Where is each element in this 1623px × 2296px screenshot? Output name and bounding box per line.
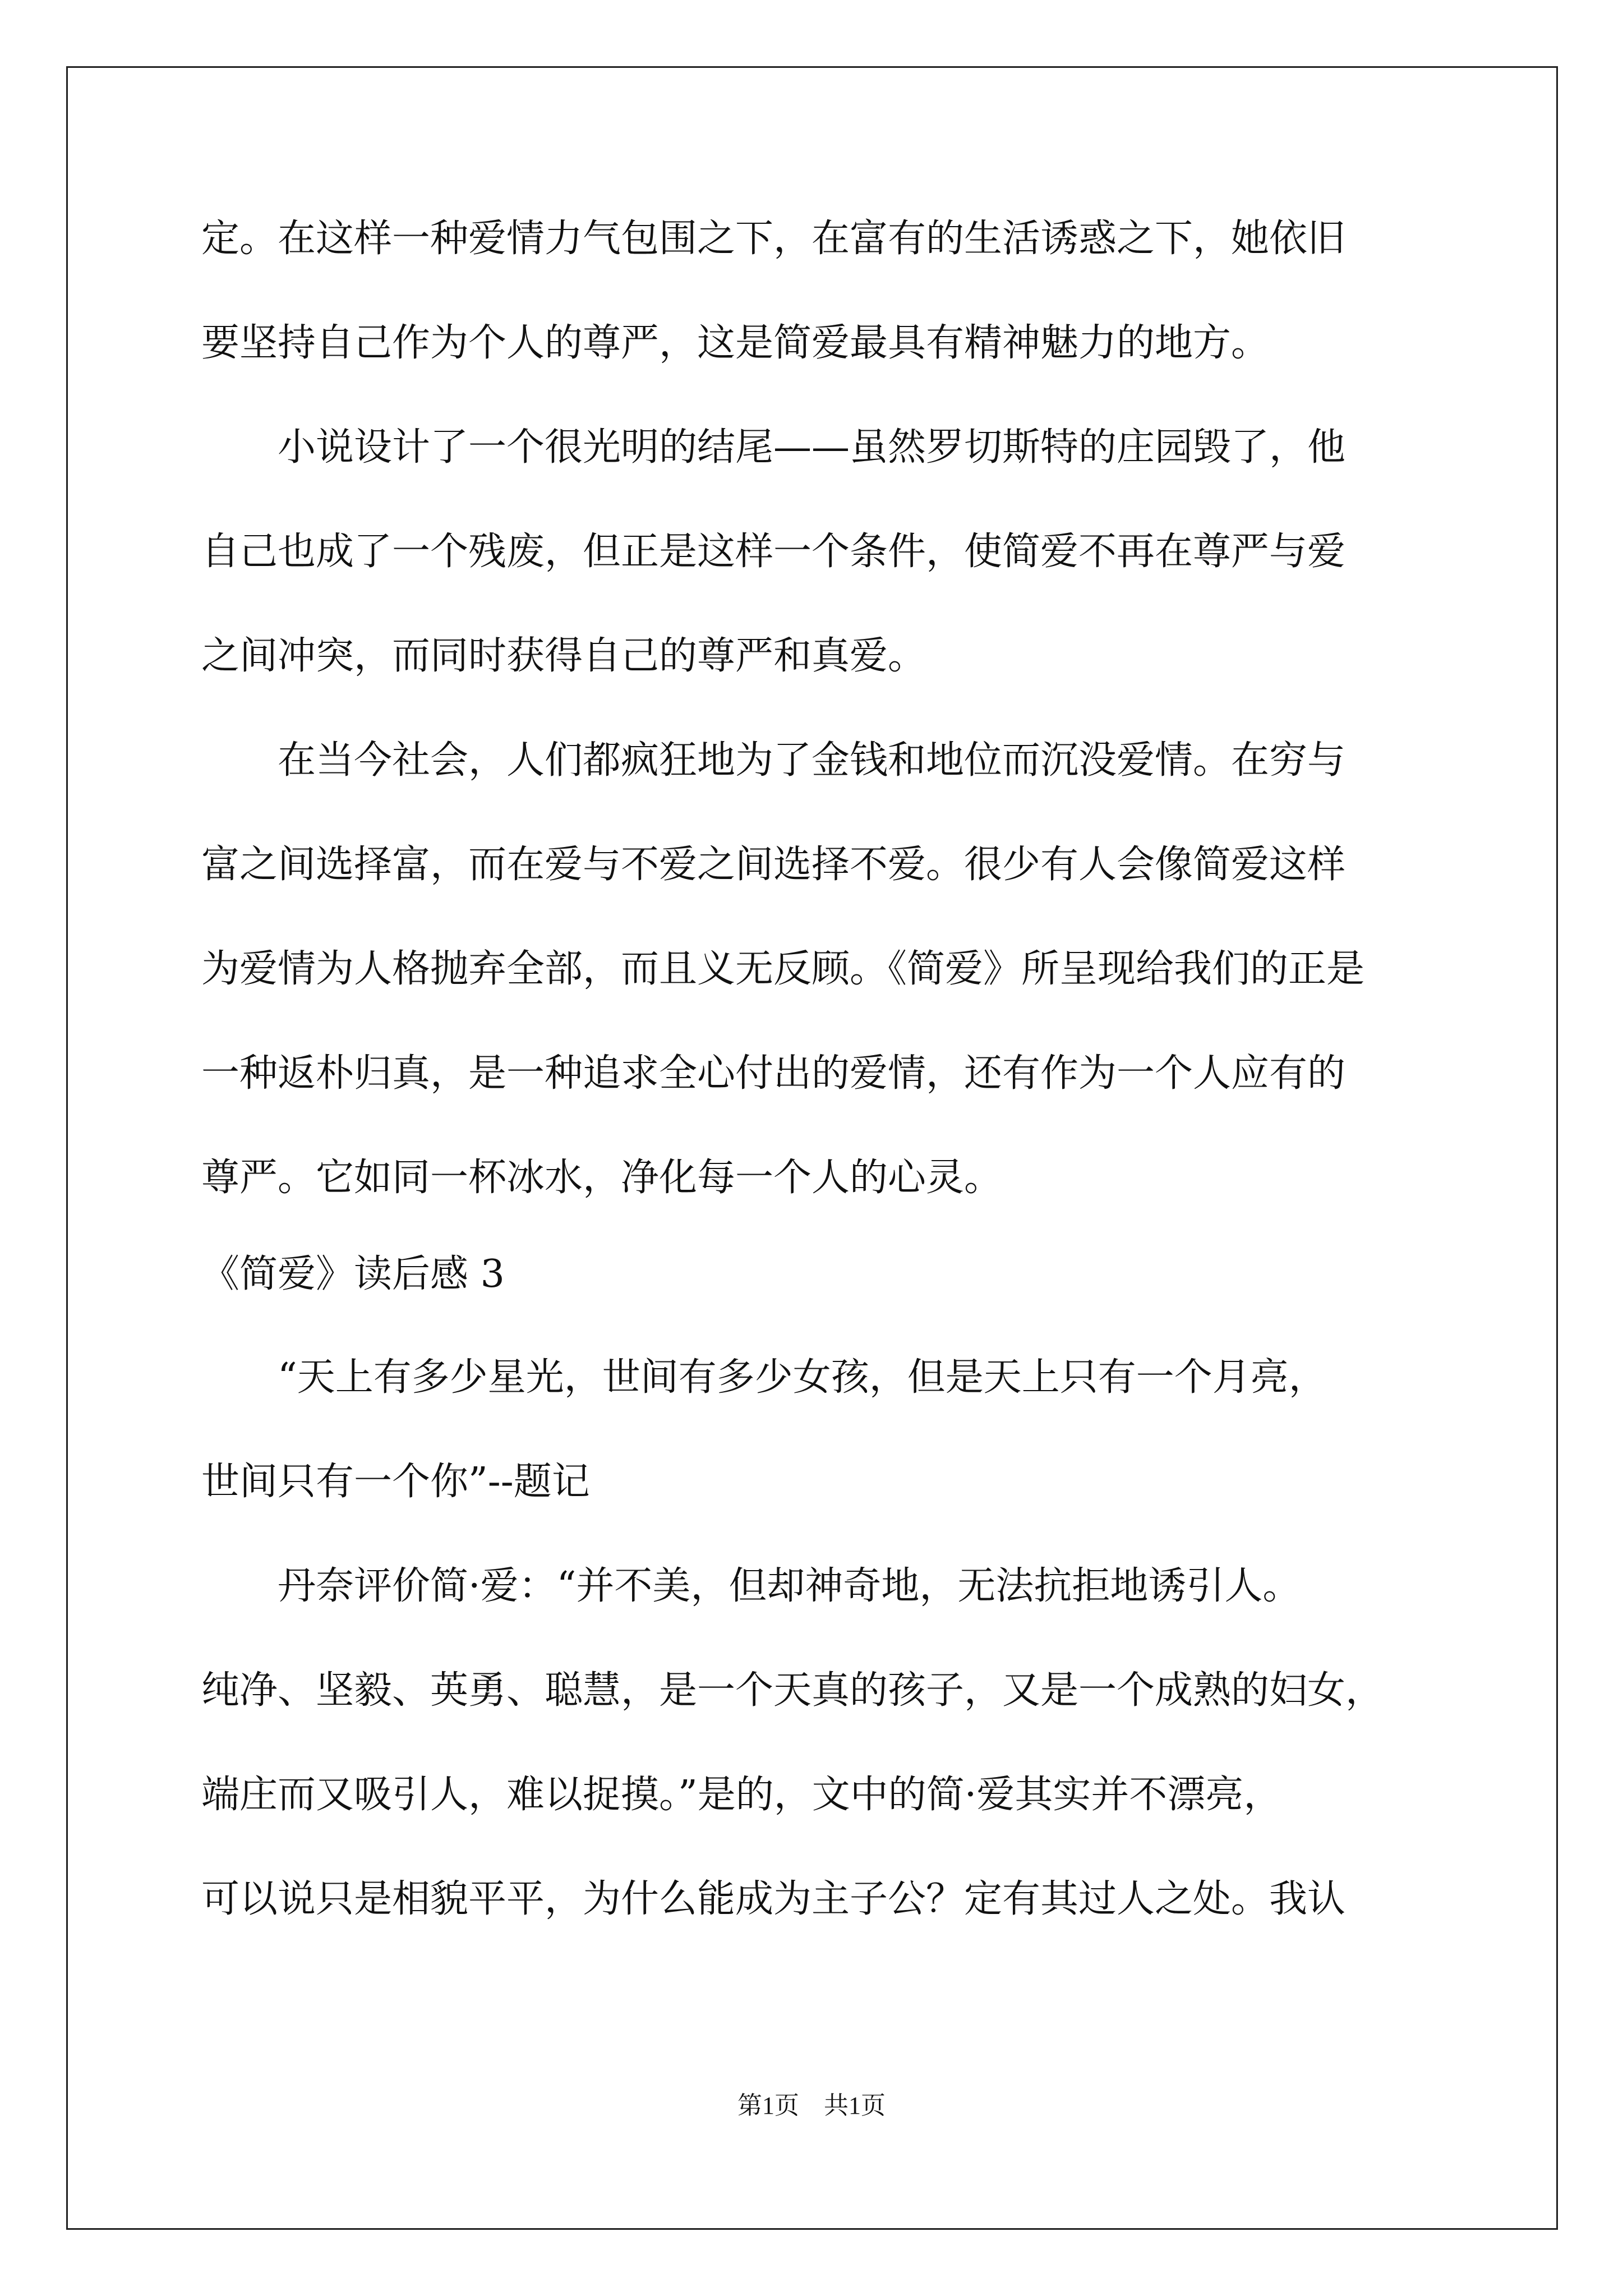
page-total: 共1页	[824, 2092, 886, 2119]
text-line: 丹奈评价简·爱：“并不美，但却神奇地，无法抗拒地诱引人。	[201, 1564, 1301, 1608]
text-line: 一种返朴归真，是一种追求全心付出的爱情，还有作为一个人应有的	[201, 1051, 1346, 1096]
text-line: 纯净、坚毅、英勇、聪慧，是一个天真的孩子，又是一个成熟的妇女，	[201, 1668, 1384, 1713]
page-footer	[0, 2091, 1623, 2120]
section-heading: 《简爱》读后感 3	[201, 1252, 505, 1296]
text-line: 尊严。它如同一杯冰水，净化每一个人的心灵。	[201, 1156, 1003, 1200]
text-line: 自己也成了一个残废，但正是这样一个条件，使简爱不再在尊严与爱	[201, 530, 1346, 574]
text-line: 端庄而又吸引人，难以捉摸。”是的，文中的简·爱其实并不漂亮，	[201, 1773, 1282, 1817]
text-line: 之间冲突，而同时获得自己的尊严和真爱。	[201, 634, 926, 678]
text-line: “天上有多少星光，世间有多少女孩，但是天上只有一个月亮，	[201, 1355, 1327, 1400]
page-number: 第1页	[737, 2092, 799, 2119]
text-line: 富之间选择富，而在爱与不爱之间选择不爱。很少有人会像简爱这样	[201, 843, 1346, 887]
text-line: 世间只有一个你”--题记	[201, 1460, 590, 1504]
text-line: 要坚持自己作为个人的尊严，这是简爱最具有精神魅力的地方。	[201, 321, 1270, 365]
document-body	[201, 217, 1446, 1981]
text-line: 定。在这样一种爱情力气包围之下，在富有的生活诱惑之下，她依旧	[201, 217, 1346, 261]
text-line: 可以说只是相貌平平，为什么能成为主子公？定有其过人之处。我认	[201, 1877, 1346, 1921]
text-line: 在当今社会，人们都疯狂地为了金钱和地位而沉没爱情。在穷与	[201, 738, 1346, 783]
text-line: 为爱情为人格抛弃全部，而且义无反顾。《简爱》所呈现给我们的正是	[201, 947, 1365, 991]
text-line: 小说设计了一个很光明的结尾——虽然罗切斯特的庄园毁了，他	[201, 425, 1346, 470]
